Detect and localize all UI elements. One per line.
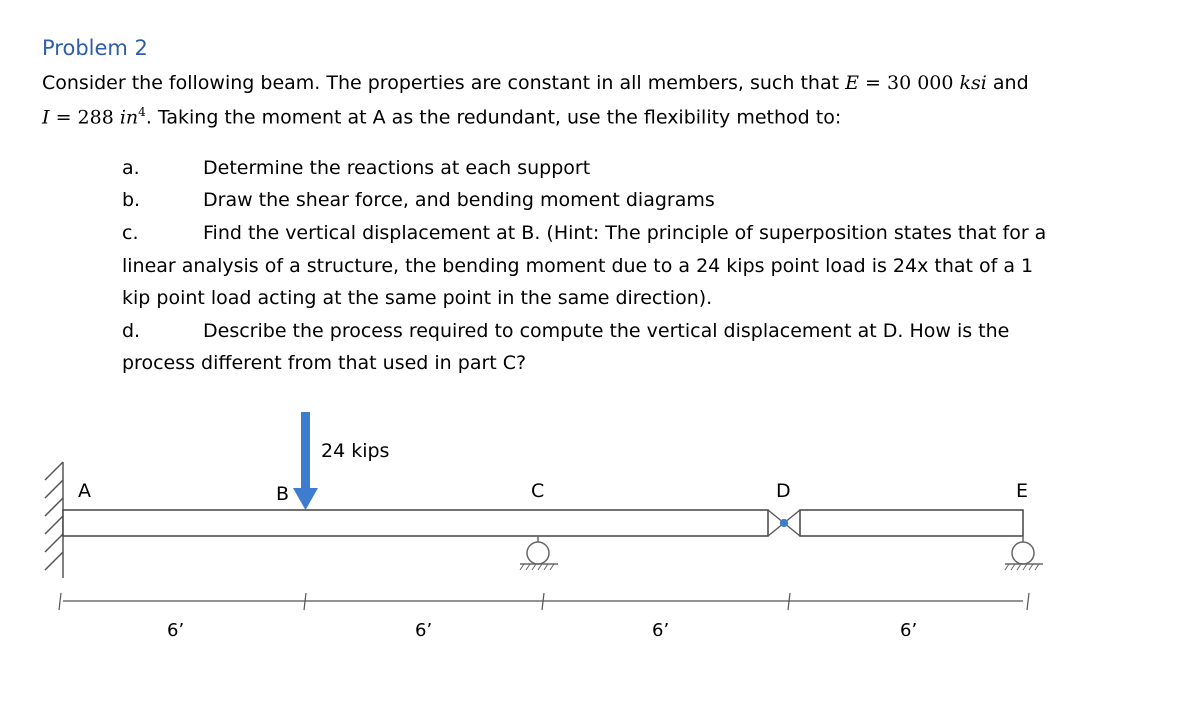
statement-text: Consider the following beam. The properties are constant in all members, such that: [42, 72, 840, 94]
dimension-line: [59, 593, 1029, 610]
part-a-letter: a.: [122, 157, 140, 179]
span-label-a-b: 6’: [167, 620, 185, 641]
point-load-arrow: [293, 412, 318, 510]
point-label-b: B: [276, 483, 290, 505]
part-c-continuation-1: linear analysis of a structure, the bending moment due to a 24 kips point load is 24x that of a 1: [122, 255, 1034, 277]
modulus-value: 30 000: [886, 72, 954, 94]
inertia-unit: in: [119, 106, 139, 129]
statement-text: and: [992, 72, 1029, 94]
hinge-d: [768, 510, 800, 536]
part-d-letter: d.: [122, 320, 141, 342]
statement-text: . Taking the moment at A as the redundant, use the flexibility method to:: [145, 106, 842, 129]
part-d-continuation-1: process different from that used in part C?: [122, 352, 527, 374]
load-label: 24 kips: [321, 440, 390, 462]
equals-sign: =: [55, 106, 72, 129]
point-label-d: D: [776, 480, 791, 502]
point-label-a: A: [78, 480, 91, 502]
part-c-text: Find the vertical displacement at B. (Hint: The principle of superposition states that for a: [203, 222, 1047, 244]
part-c-letter: c.: [122, 222, 139, 244]
modulus-unit: ksi: [959, 72, 987, 94]
part-b-text: Draw the shear force, and bending moment diagrams: [203, 189, 715, 211]
roller-support-e: [1005, 536, 1043, 570]
inertia-symbol: I: [42, 106, 50, 129]
problem-title: Problem 2: [42, 36, 148, 60]
beam-segment-a-d: [63, 510, 768, 536]
equals-sign: =: [865, 72, 881, 94]
point-label-c: C: [531, 480, 545, 502]
modulus-symbol: E: [845, 72, 859, 94]
inertia-exponent: 4: [138, 105, 146, 119]
span-label-c-d: 6’: [652, 620, 670, 641]
span-label-d-e: 6’: [900, 620, 918, 641]
beam-segment-d-e: [800, 510, 1023, 536]
part-d-text: Describe the process required to compute the vertical displacement at D. How is the: [203, 320, 1010, 342]
inertia-value: 288: [77, 106, 114, 129]
part-b-letter: b.: [122, 189, 141, 211]
roller-support-c: [520, 536, 558, 570]
span-label-b-c: 6’: [415, 620, 433, 641]
point-label-e: E: [1016, 480, 1029, 502]
fixed-support-a: [45, 462, 63, 578]
part-c-continuation-2: kip point load acting at the same point in the same direction).: [122, 287, 713, 309]
part-a-text: Determine the reactions at each support: [203, 157, 591, 179]
